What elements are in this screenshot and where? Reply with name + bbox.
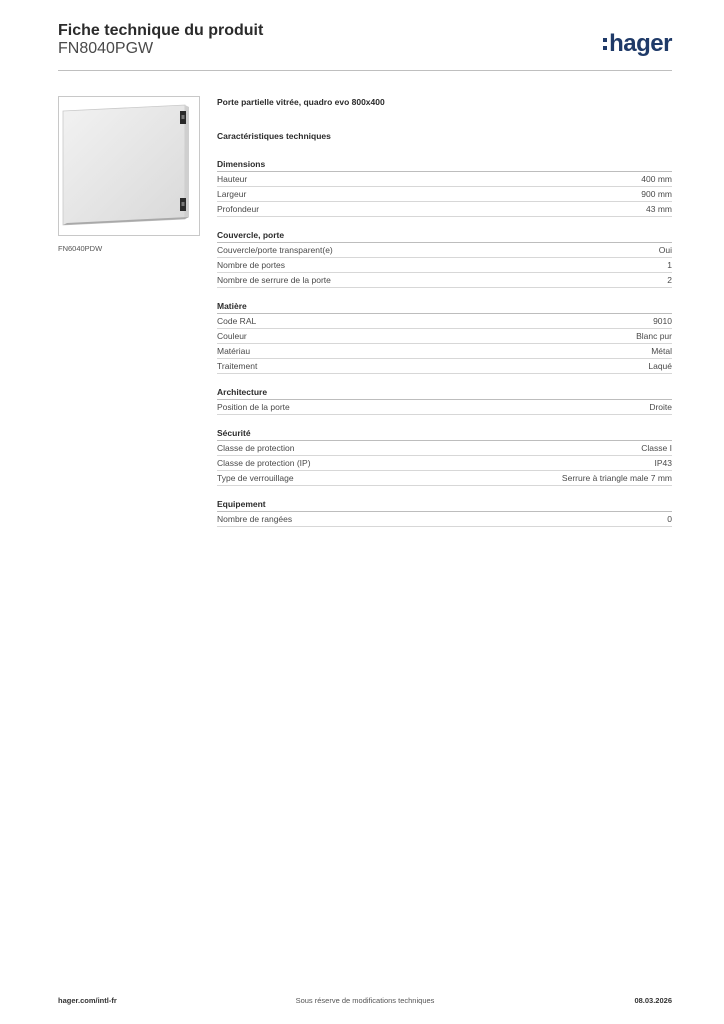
spec-value: 0: [667, 514, 672, 524]
spec-value: 900 mm: [641, 189, 672, 199]
spec-label: Matériau: [217, 346, 251, 356]
spec-value: 400 mm: [641, 174, 672, 184]
door-panel-illustration: [59, 97, 199, 235]
spec-row: [217, 329, 672, 344]
spec-group: [217, 427, 672, 486]
spec-value: 43 mm: [646, 204, 672, 214]
tech-heading: Caractéristiques techniques: [217, 131, 331, 141]
spec-group: [217, 229, 672, 288]
footer-disclaimer: Sous réserve de modifications techniques: [295, 996, 435, 1005]
spec-value: 2: [667, 275, 672, 285]
spec-value: Droite: [649, 402, 672, 412]
spec-label: Largeur: [217, 189, 247, 199]
spec-group: [217, 158, 672, 217]
spec-group-title: Dimensions: [217, 158, 672, 172]
spec-row: [217, 471, 672, 486]
spec-row: [217, 258, 672, 273]
spec-row: [217, 314, 672, 329]
product-reference: FN8040PGW: [58, 40, 154, 57]
spec-value: 9010: [653, 316, 672, 326]
footer-date: 08.03.2026: [634, 996, 672, 1005]
page-title: Fiche technique du produit: [58, 22, 264, 39]
spec-row: [217, 172, 672, 187]
spec-label: Couvercle/porte transparent(e): [217, 245, 333, 255]
spec-row: [217, 243, 672, 258]
spec-label: Couleur: [217, 331, 247, 341]
spec-label: Position de la porte: [217, 402, 290, 412]
spec-label: Type de verrouillage: [217, 473, 294, 483]
page-footer: [58, 996, 672, 1010]
spec-value: Laqué: [648, 361, 672, 371]
spec-row: [217, 202, 672, 217]
spec-row: [217, 359, 672, 374]
spec-label: Traitement: [217, 361, 258, 371]
spec-row: [217, 344, 672, 359]
logo-text: hager: [609, 30, 672, 57]
spec-row: [217, 400, 672, 415]
spec-label: Nombre de serrure de la porte: [217, 275, 331, 285]
spec-value: Métal: [651, 346, 672, 356]
spec-row: [217, 187, 672, 202]
product-image: [58, 96, 200, 236]
spec-value: Classe I: [641, 443, 672, 453]
spec-label: Hauteur: [217, 174, 248, 184]
footer-website: hager.com/intl-fr: [58, 996, 117, 1005]
spec-label: Nombre de portes: [217, 260, 286, 270]
spec-group-title: Couvercle, porte: [217, 229, 672, 243]
product-name: Porte partielle vitrée, quadro evo 800x400: [217, 97, 385, 107]
image-caption: FN6040PDW: [58, 244, 103, 253]
spec-label: Profondeur: [217, 204, 260, 214]
spec-label: Code RAL: [217, 316, 257, 326]
specifications: [217, 96, 672, 539]
spec-group-title: Architecture: [217, 386, 672, 400]
logo-dots-icon: [603, 36, 607, 52]
spec-label: Nombre de rangées: [217, 514, 293, 524]
spec-groups: [217, 158, 672, 527]
hager-logo: [603, 30, 672, 58]
spec-value: Blanc pur: [636, 331, 672, 341]
spec-value: Serrure à triangle male 7 mm: [561, 473, 672, 483]
spec-group: [217, 386, 672, 415]
spec-group: [217, 498, 672, 527]
spec-label: Classe de protection (IP): [217, 458, 311, 468]
spec-row: [217, 456, 672, 471]
spec-label: Classe de protection: [217, 443, 295, 453]
spec-group: [217, 300, 672, 374]
spec-row: [217, 441, 672, 456]
spec-group-title: Sécurité: [217, 427, 672, 441]
spec-value: IP43: [654, 458, 672, 468]
spec-value: 1: [667, 260, 672, 270]
spec-row: [217, 512, 672, 527]
spec-group-title: Matière: [217, 300, 672, 314]
spec-group-title: Equipement: [217, 498, 672, 512]
spec-row: [217, 273, 672, 288]
spec-value: Oui: [658, 245, 672, 255]
page-header: [58, 22, 672, 71]
